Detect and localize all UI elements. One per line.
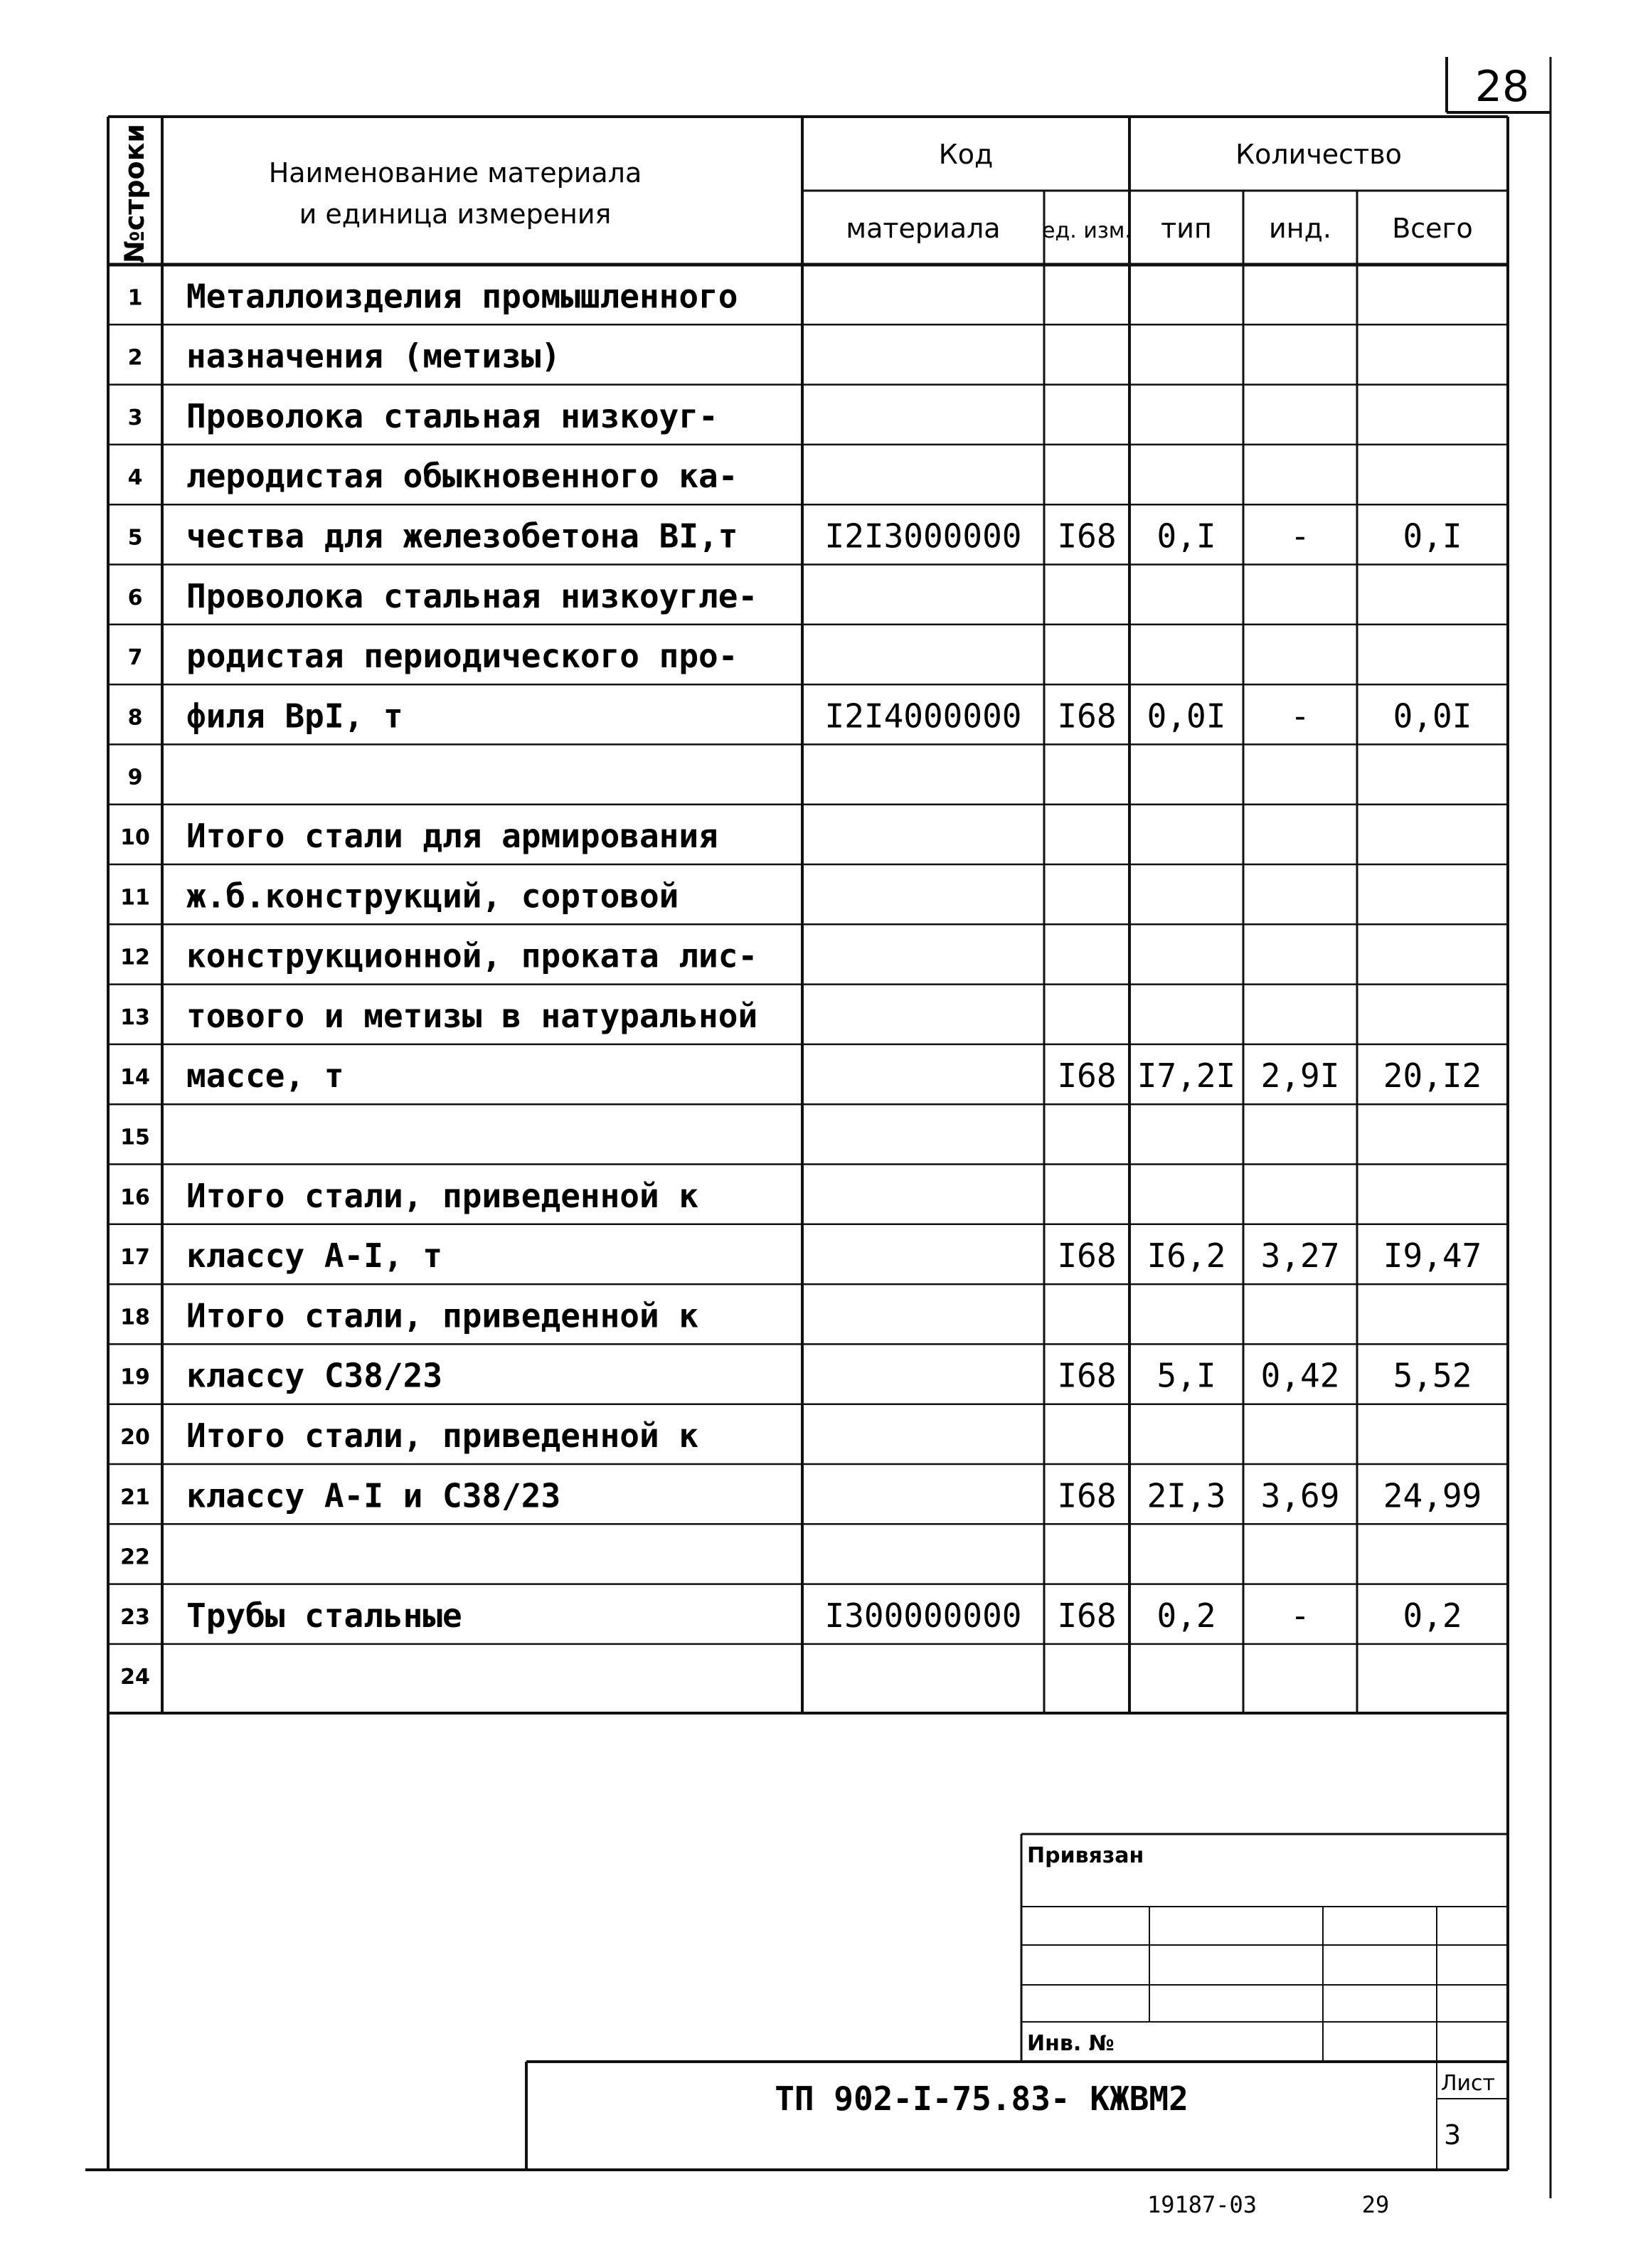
row-name: классу С38/23 bbox=[186, 1356, 443, 1395]
row-qty-total: 0,I bbox=[1403, 516, 1462, 556]
row-material-code: I2I4000000 bbox=[824, 696, 1022, 736]
row-number: 16 bbox=[120, 1185, 150, 1210]
row-number: 12 bbox=[120, 945, 150, 970]
row-qty-ind: - bbox=[1290, 696, 1310, 736]
row-number: 14 bbox=[120, 1065, 150, 1091]
row-qty-ind: 3,69 bbox=[1260, 1476, 1340, 1515]
row-number: 10 bbox=[120, 825, 150, 850]
row-number: 18 bbox=[120, 1305, 150, 1330]
row-qty-type: 0,2 bbox=[1156, 1596, 1216, 1635]
row-name: тового и метизы в натуральной bbox=[186, 996, 758, 1035]
row-number: 19 bbox=[120, 1364, 150, 1390]
row-unit-code: I68 bbox=[1057, 516, 1117, 556]
row-number: 8 bbox=[127, 705, 143, 731]
table-row bbox=[128, 765, 143, 790]
table-row bbox=[120, 1125, 150, 1150]
row-qty-type: 0,0I bbox=[1147, 696, 1226, 736]
row-name: массе, т bbox=[186, 1056, 344, 1096]
row-number: 11 bbox=[120, 885, 150, 911]
table-row bbox=[128, 457, 738, 495]
header-quantity: Количество bbox=[1235, 139, 1402, 170]
row-name: назначения (метизы) bbox=[186, 337, 561, 376]
row-qty-type: 5,I bbox=[1156, 1356, 1216, 1395]
stamp-attached-label: Привязан bbox=[1027, 1843, 1144, 1868]
header-name-line2: и единица измерения bbox=[299, 198, 612, 230]
row-name: Итого стали для армирования bbox=[186, 817, 718, 855]
row-name: Металлоизделия промышленного bbox=[186, 277, 738, 316]
table-row bbox=[120, 1296, 698, 1335]
stamp-inventory-label: Инв. № bbox=[1027, 2031, 1115, 2056]
row-name: чества для железобетона BI,т bbox=[186, 516, 738, 556]
row-name: конструкционной, проката лис- bbox=[186, 936, 758, 975]
row-qty-total: 0,2 bbox=[1403, 1596, 1462, 1635]
table-row bbox=[128, 277, 738, 315]
header-name-line1: Наименование материала bbox=[268, 157, 642, 189]
table-row bbox=[120, 817, 718, 855]
row-number: 4 bbox=[127, 465, 143, 491]
row-material-code: I300000000 bbox=[824, 1596, 1022, 1635]
row-unit-code: I68 bbox=[1057, 1596, 1117, 1635]
row-name: филя BpI, т bbox=[186, 696, 403, 736]
row-number: 5 bbox=[127, 525, 143, 551]
row-name: Итого стали, приведенной к bbox=[186, 1416, 699, 1455]
row-unit-code: I68 bbox=[1057, 1236, 1117, 1276]
page-number: 28 bbox=[1474, 62, 1530, 112]
header-qty-total: Всего bbox=[1392, 213, 1473, 244]
row-qty-ind: 3,27 bbox=[1260, 1236, 1340, 1276]
table-row bbox=[120, 937, 757, 975]
archive-number: 19187-03 bbox=[1147, 2191, 1257, 2218]
row-qty-total: 0,0I bbox=[1393, 696, 1472, 736]
row-qty-type: I6,2 bbox=[1147, 1236, 1226, 1276]
row-name: Проволока стальная низкоуг- bbox=[186, 396, 718, 435]
row-material-code: I2I3000000 bbox=[824, 516, 1022, 556]
row-qty-ind: - bbox=[1290, 516, 1310, 556]
row-qty-ind: - bbox=[1290, 1596, 1310, 1635]
row-number: 13 bbox=[120, 1005, 150, 1030]
row-qty-type: 0,I bbox=[1156, 516, 1216, 556]
row-unit-code: I68 bbox=[1057, 1356, 1117, 1395]
row-name: родистая периодического про- bbox=[186, 637, 738, 676]
table-row bbox=[128, 637, 738, 675]
row-number: 17 bbox=[120, 1245, 150, 1271]
row-number: 9 bbox=[127, 765, 143, 790]
header-code-unit: ед. изм. bbox=[1042, 218, 1132, 243]
document-code: ТП 902-I-75.83- КЖВМ2 bbox=[775, 2079, 1188, 2118]
row-qty-total: I9,47 bbox=[1383, 1236, 1482, 1276]
row-number: 15 bbox=[120, 1125, 150, 1150]
row-qty-total: 24,99 bbox=[1383, 1476, 1482, 1515]
row-number: 24 bbox=[120, 1665, 150, 1690]
table-row bbox=[120, 1545, 150, 1570]
row-name: Итого стали, приведенной к bbox=[186, 1296, 699, 1335]
sheet-value: 3 bbox=[1444, 2119, 1462, 2151]
row-qty-ind: 2,9I bbox=[1260, 1056, 1340, 1096]
footer-page: 29 bbox=[1361, 2191, 1390, 2218]
row-number: 1 bbox=[127, 285, 143, 311]
sheet-label: Лист bbox=[1441, 2071, 1496, 2096]
row-qty-ind: 0,42 bbox=[1260, 1356, 1340, 1395]
table-row bbox=[120, 1665, 150, 1690]
table-row bbox=[128, 397, 718, 435]
header-qty-type: тип bbox=[1161, 213, 1212, 244]
header-code-material: материала bbox=[846, 213, 1001, 244]
row-unit-code: I68 bbox=[1057, 1476, 1117, 1515]
header-row-number: №строки bbox=[119, 124, 150, 263]
header-code: Код bbox=[938, 139, 994, 170]
row-qty-type: 2I,3 bbox=[1147, 1476, 1226, 1515]
row-number: 7 bbox=[127, 645, 143, 671]
row-number: 22 bbox=[120, 1544, 150, 1570]
row-number: 21 bbox=[120, 1485, 150, 1510]
row-number: 3 bbox=[127, 405, 143, 430]
row-qty-total: 20,I2 bbox=[1383, 1056, 1482, 1096]
row-unit-code: I68 bbox=[1057, 1056, 1117, 1096]
row-number: 2 bbox=[127, 345, 143, 371]
row-name: Трубы стальные bbox=[186, 1596, 462, 1635]
table-row bbox=[128, 577, 758, 615]
row-name: классу А-I, т bbox=[186, 1236, 443, 1276]
row-name: леродистая обыкновенного ка- bbox=[186, 457, 738, 496]
row-name: ж.б.конструкций, сортовой bbox=[186, 876, 679, 916]
row-number: 20 bbox=[120, 1425, 150, 1450]
row-number: 23 bbox=[120, 1604, 150, 1630]
table-row bbox=[128, 337, 561, 376]
table-row bbox=[120, 876, 679, 915]
row-qty-total: 5,52 bbox=[1393, 1356, 1472, 1395]
row-qty-type: I7,2I bbox=[1137, 1056, 1236, 1096]
table-row bbox=[120, 1177, 698, 1215]
row-name: Итого стали, приведенной к bbox=[186, 1176, 699, 1215]
row-name: Проволока стальная низкоугле- bbox=[186, 576, 758, 615]
header-qty-ind: инд. bbox=[1269, 213, 1331, 244]
table-row bbox=[120, 997, 757, 1035]
row-name: классу А-I и С38/23 bbox=[186, 1476, 561, 1515]
table-row bbox=[120, 1416, 698, 1455]
row-number: 6 bbox=[127, 585, 143, 610]
row-unit-code: I68 bbox=[1057, 696, 1117, 736]
